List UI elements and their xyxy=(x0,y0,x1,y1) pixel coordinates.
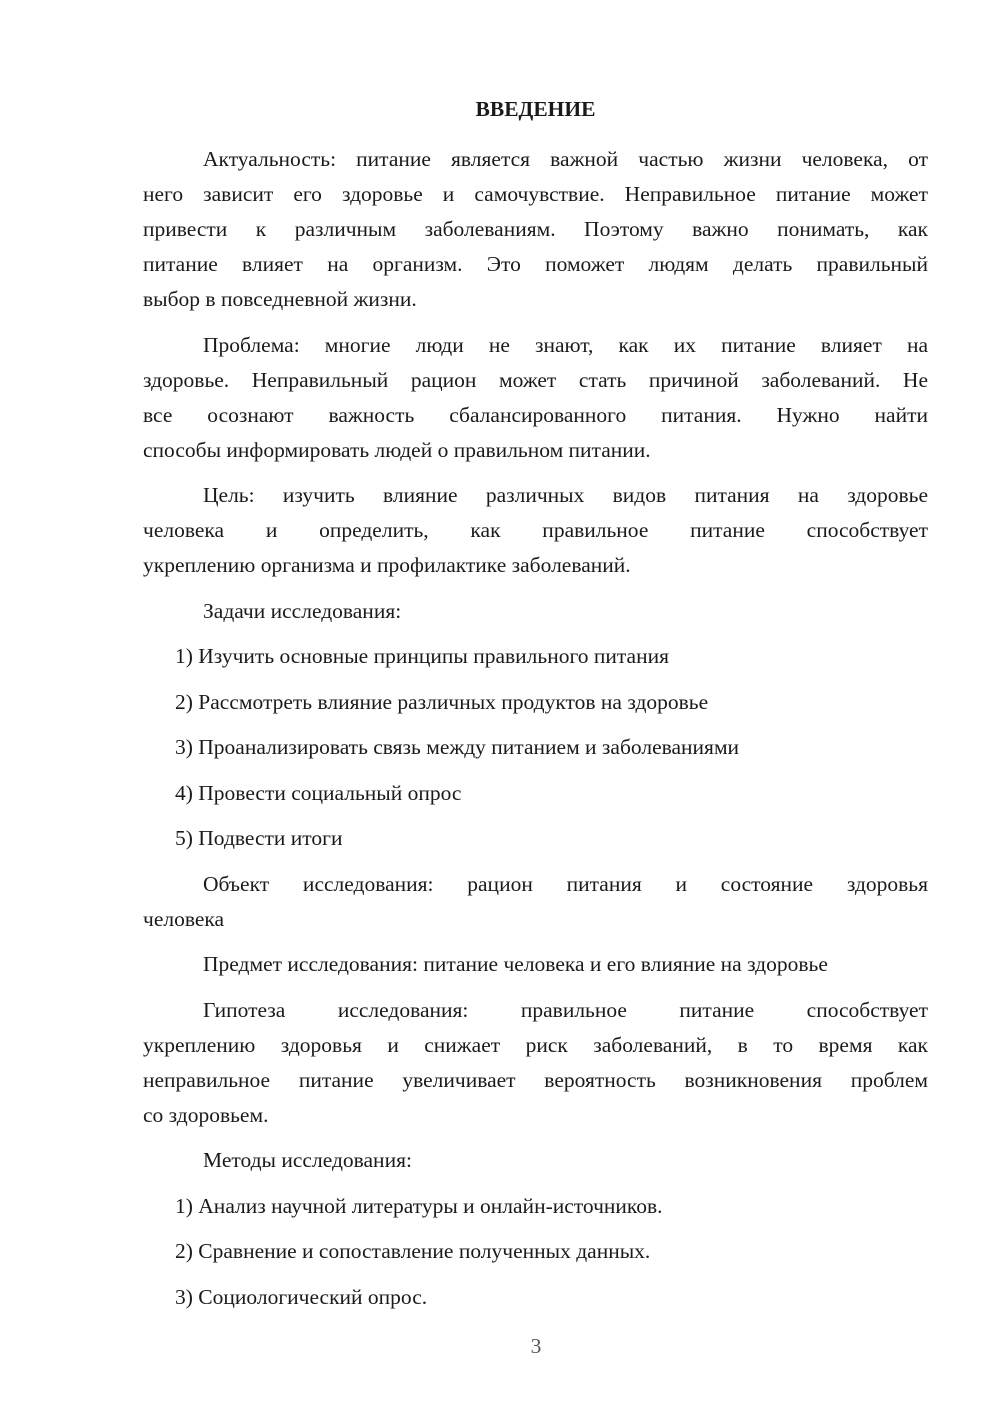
text-line: человека и определить, как правильное питание способствует xyxy=(143,518,928,542)
text-line: 3) Проанализировать связь между питанием и заболеваниями xyxy=(175,735,740,759)
document-body xyxy=(143,142,928,1315)
list-item xyxy=(143,1234,928,1269)
page-number: 3 xyxy=(530,1334,542,1358)
text-line: него зависит его здоровье и самочувствие. Неправильное питание может xyxy=(143,182,928,206)
text-line: укреплению организма и профилактике заболеваний. xyxy=(143,553,631,577)
text-line: выбор в повседневной жизни. xyxy=(143,287,417,311)
text-line: Задачи исследования: xyxy=(203,598,402,623)
text-line: привести к различным заболеваниям. Поэтому важно понимать, как xyxy=(143,217,928,241)
text-line: способы информировать людей о правильном питании. xyxy=(143,437,651,462)
text-line: со здоровьем. xyxy=(143,1102,269,1127)
paragraph xyxy=(143,947,928,982)
list-item xyxy=(143,1280,928,1315)
text-line: питание влияет на организм. Это поможет людям делать правильный xyxy=(143,252,928,276)
list-item xyxy=(143,730,928,765)
text-line: 1) Анализ научной литературы и онлайн-источников. xyxy=(175,1193,663,1218)
document-page xyxy=(143,92,928,1325)
text-line: Объект исследования: рацион питания и состояние здоровья xyxy=(203,871,928,896)
text-line: здоровье. Неправильный рацион может стать причиной заболеваний. Не xyxy=(143,367,928,392)
text-line: 2) Рассмотреть влияние различных продуктов на здоровье xyxy=(175,689,709,714)
paragraph xyxy=(143,1143,928,1178)
text-line: 4) Провести социальный опрос xyxy=(175,780,462,805)
text-line: Гипотеза исследования: правильное питание способствует xyxy=(203,997,928,1022)
text-line: укреплению здоровья и снижает риск заболеваний, в то время как xyxy=(143,1032,928,1057)
list-item xyxy=(143,639,928,674)
paragraph xyxy=(143,867,928,937)
paragraph xyxy=(143,993,928,1133)
list-item xyxy=(143,776,928,811)
text-line: 5) Подвести итоги xyxy=(175,826,343,850)
text-line: неправильное питание увеличивает вероятность возникновения проблем xyxy=(143,1067,928,1092)
text-line: все осознают важность сбалансированного питания. Нужно найти xyxy=(143,402,928,427)
text-line: Методы исследования: xyxy=(203,1148,412,1172)
text-line: Цель: изучить влияние различных видов питания на здоровье xyxy=(203,483,928,507)
text-line: Проблема: многие люди не знают, как их питание влияет на xyxy=(203,332,928,357)
text-line: 1) Изучить основные принципы правильного питания xyxy=(175,644,669,668)
text-line: 3) Социологический опрос. xyxy=(175,1284,428,1309)
paragraph xyxy=(143,328,928,468)
text-line: человека xyxy=(143,906,225,931)
paragraph xyxy=(143,478,928,583)
text-line: Предмет исследования: питание человека и его влияние на здоровье xyxy=(203,952,828,976)
list-item xyxy=(143,685,928,720)
text-line: Актуальность: питание является важной частью жизни человека, от xyxy=(203,147,928,171)
section-title: ВВЕДЕНИЕ xyxy=(475,97,596,121)
list-item xyxy=(143,821,928,856)
list-item xyxy=(143,1189,928,1224)
paragraph xyxy=(143,594,928,629)
paragraph xyxy=(143,142,928,317)
text-line: 2) Сравнение и сопоставление полученных данных. xyxy=(175,1239,651,1263)
